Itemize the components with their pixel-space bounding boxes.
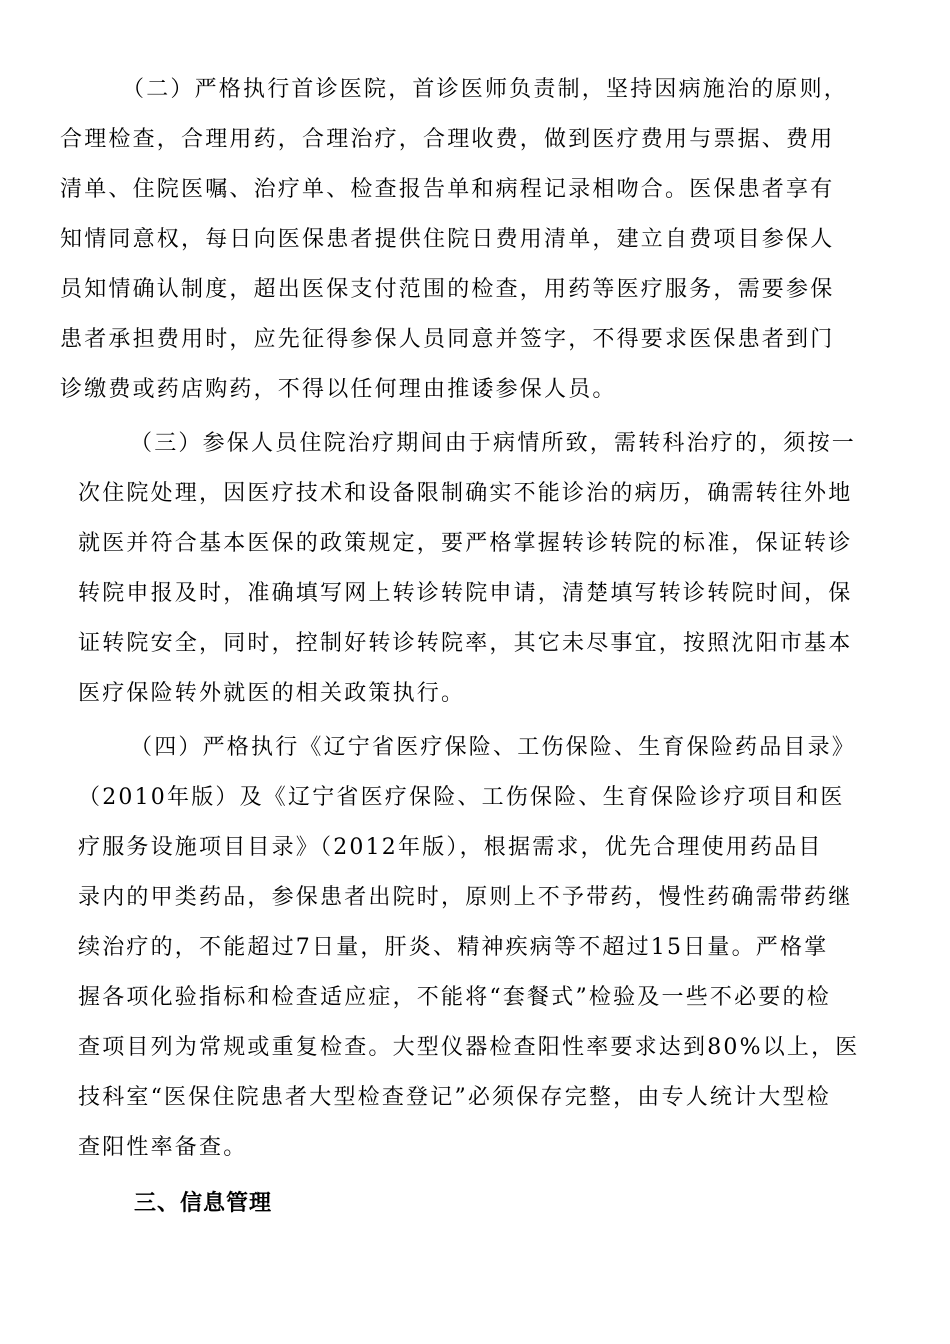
paragraph-line: 就医并符合基本医保的政策规定，要严格掌握转诊转院的标准，保证转诊 bbox=[78, 531, 853, 556]
paragraph-line: 患者承担费用时，应先征得参保人员同意并签字，不得要求医保患者到门 bbox=[60, 327, 835, 352]
paragraph-line: 查项目列为常规或重复检查。大型仪器检查阳性率要求达到80%以上，医 bbox=[78, 1035, 860, 1060]
paragraph-line: 诊缴费或药店购药，不得以任何理由推诿参保人员。 bbox=[60, 377, 617, 402]
paragraph-line: （三）参保人员住院治疗期间由于病情所致，需转科治疗的，须按一 bbox=[130, 431, 857, 456]
paragraph-line: （二）严格执行首诊医院，首诊医师负责制，坚持因病施治的原则， bbox=[122, 77, 849, 102]
paragraph-line: 查阳性率备查。 bbox=[78, 1135, 248, 1160]
paragraph-line: 握各项化验指标和检查适应症，不能将“套餐式”检验及一些不必要的检 bbox=[78, 985, 831, 1010]
paragraph-line: 证转院安全，同时，控制好转诊转院率，其它未尽事宜，按照沈阳市基本 bbox=[78, 631, 853, 656]
paragraph-line: 知情同意权，每日向医保患者提供住院日费用清单，建立自费项目参保人 bbox=[60, 227, 835, 252]
paragraph-line: 录内的甲类药品，参保患者出院时，原则上不予带药，慢性药确需带药继 bbox=[78, 885, 853, 910]
paragraph-line: （四）严格执行《辽宁省医疗保险、工伤保险、生育保险药品目录》 bbox=[130, 735, 857, 760]
paragraph-line: （2010年版）及《辽宁省医疗保险、工伤保险、生育保险诊疗项目和医 bbox=[78, 785, 845, 810]
paragraph-line: 转院申报及时，准确填写网上转诊转院申请，清楚填写转诊转院时间，保 bbox=[78, 581, 853, 606]
paragraph-line: 合理检查，合理用药，合理治疗，合理收费，做到医疗费用与票据、费用 bbox=[60, 127, 835, 152]
paragraph-line: 清单、住院医嘱、治疗单、检查报告单和病程记录相吻合。医保患者享有 bbox=[60, 177, 835, 202]
paragraph-line: 次住院处理，因医疗技术和设备限制确实不能诊治的病历，确需转往外地 bbox=[78, 481, 853, 506]
paragraph-line: 续治疗的，不能超过7日量，肝炎、精神疾病等不超过15日量。严格掌 bbox=[78, 935, 829, 960]
paragraph-line: 技科室“医保住院患者大型检查登记”必须保存完整，由专人统计大型检 bbox=[78, 1085, 831, 1110]
paragraph-line: 医疗保险转外就医的相关政策执行。 bbox=[78, 681, 466, 706]
paragraph-line: 员知情确认制度，超出医保支付范围的检查，用药等医疗服务，需要参保 bbox=[60, 277, 835, 302]
paragraph-line: 疗服务设施项目目录》（2012年版），根据需求，优先合理使用药品目 bbox=[78, 835, 823, 860]
section-heading: 三、信息管理 bbox=[134, 1191, 273, 1216]
